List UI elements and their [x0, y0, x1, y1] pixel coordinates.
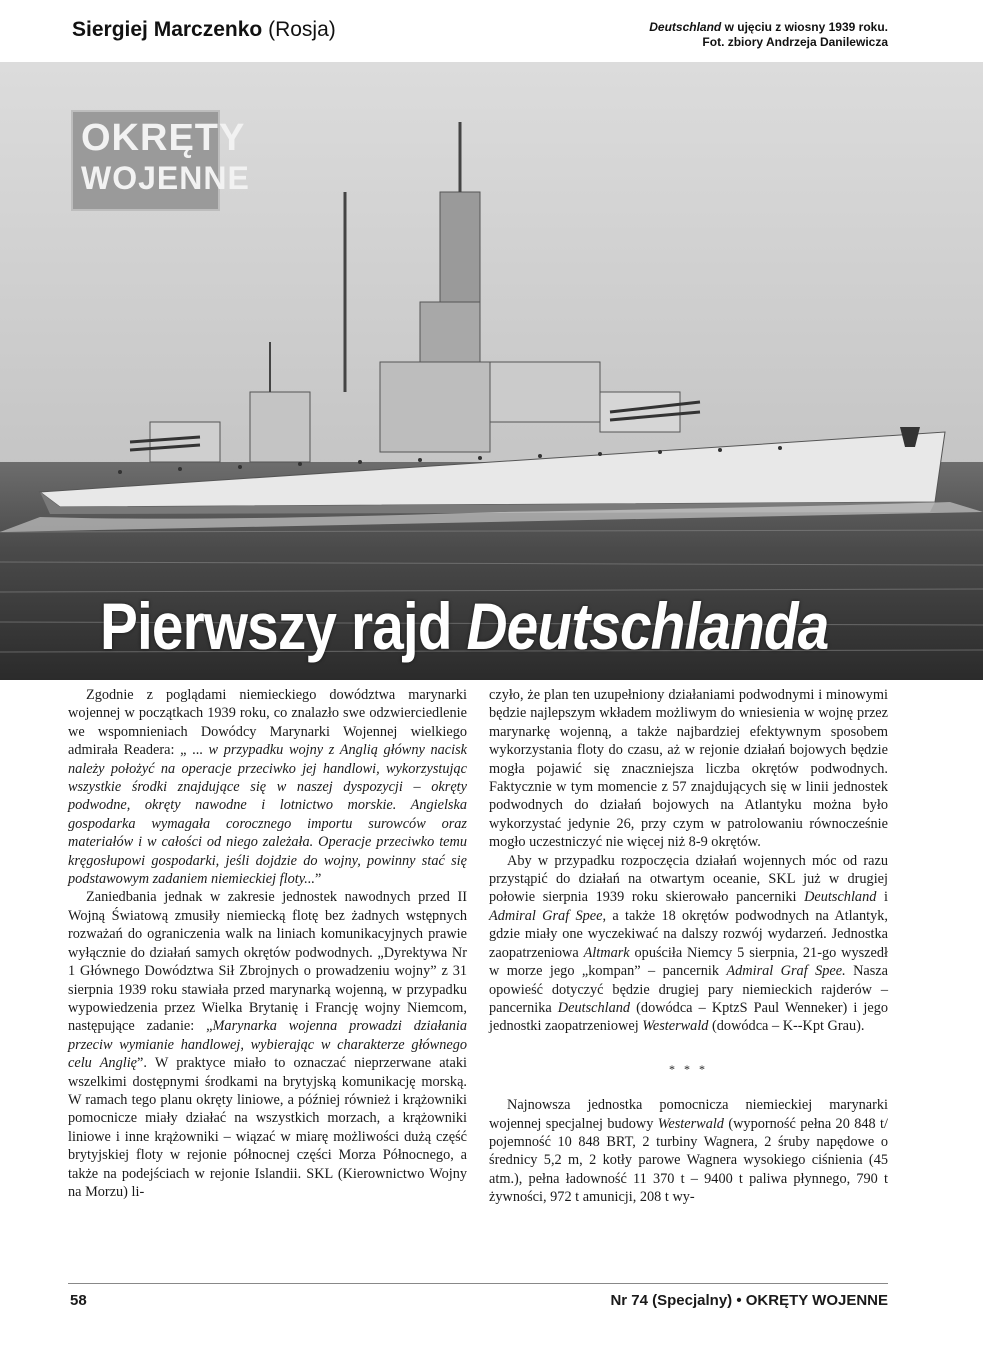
ship-name: Admiral Graf Spee — [489, 907, 603, 924]
photo-credit — [649, 20, 888, 50]
text-span: (wyporność pełna 20 848 t/ pojemność 10 848 BRT, 2 turbiny Wagnera, 2 śruby napędowe o średnicy 5,2 m, 2 kotły parowe Wagnera wysokiego ciśnienia (45 atm.), pełna ładowność 11 370 t – 9400 t paliwa płynnego, 790 t żywności, 972 t amunicji, 208 t wy- — [489, 1115, 888, 1206]
text-span: (dowódca – KptzS Paul Wenneker) i jego jednostki zaopatrzeniowej — [489, 999, 888, 1035]
text-span: ”. W praktyce miało to oznaczać nieprzerwane ataki wszelkimi dostępnymi środkami na brytyjską komunikację morską. W ramach tego planu okręty liniowe, a później również i krążowniki pomocnicze miały działać na wszystkich morzach, a krążowniki liniowe i inne krążowniki – wiązać w miarę możliwości dużą część brytyjskiej floty w rejonie północnej części Morza Północnego, a także na podejściach w rejonie Islandii. SKL (Kierownictwo Wojny na Morzu) li- — [68, 1055, 467, 1200]
logo-line2: WOJENNE — [81, 160, 250, 196]
text-span: Zaniedbania jednak w zakresie jednostek nawodnych przed II Wojną Światową zmusiły niemiecką flotę bez żadnych wstępnych rozważań do ograniczenia walk na liniach komunikacyjnych prawie wyłącznie do działań samych okrętów podwodnych. „Dyrektywa Nr 1 Głównego Dowództwa Sił Zbrojnych o prowadzeniu wojny” z 31 sierpnia 1939 roku stawiała przed marynarką wojenną, w przypadku wypowiedzenia przez Wielka Brytanię i Francję wojny Niemcom, następujące zadanie: „ — [68, 889, 467, 1035]
author-country: (Rosja) — [268, 18, 336, 41]
text-span: Nasza opowieść dotyczyć będzie drugiej pary niemieckich rajderów – pancernika — [489, 963, 888, 1016]
logo-line1: OKRĘTY — [81, 117, 246, 159]
photo-credit-line2: Fot. zbiory Andrzeja Danilewicza — [702, 35, 888, 49]
section-separator: * * * — [669, 1061, 708, 1076]
magazine-logo — [71, 110, 250, 211]
text-span: Zgodnie z poglądami niemieckiego dowództwa marynarki wojennej w początkach 1939 roku, co znalazło swe odzwierciedlenie we wspomnieniach Dowódcy Marynarki Wojennej wielkiego admirała Readera: „ ... — [68, 687, 467, 759]
photo-credit-line1-text: w ujęciu z wiosny 1939 roku. — [721, 20, 888, 34]
photo-credit-line1 — [649, 20, 888, 35]
article-title — [100, 588, 828, 664]
ship-name: Admiral Graf Spee. — [726, 963, 846, 980]
paragraph — [68, 686, 467, 888]
text-span: ” — [314, 871, 322, 888]
ship-name: Deutschland — [804, 889, 877, 906]
text-span: Aby w przypadku rozpoczęcia działań wojennych móc od razu przystąpić do działań na otwartym oceanie, SKL już w drugiej połowie sierpnia 1939 roku skierowało pancerniki — [489, 852, 888, 906]
magazine-issue: Nr 74 (Specjalny) • OKRĘTY WOJENNE — [610, 1292, 888, 1309]
text-span: opuściła Niemcy 5 sierpnia, 21-go wyszedł w morze jego „kompan” – pancernik — [489, 944, 888, 980]
author-name: Siergiej Marczenko — [72, 18, 263, 41]
photo-credit-ship: Deutschland — [649, 20, 722, 34]
author-line — [72, 18, 336, 42]
text-span: i — [876, 889, 888, 906]
text-column-right — [489, 686, 888, 1207]
text-span: , a także 18 okrętów podwodnych na Atlantyk, gdzie miały one wyczekiwać na dalszy rozwój wydarzeń. Jednostka zaopatrzeniowa — [489, 907, 888, 961]
ship-name: Westerwald — [657, 1115, 724, 1132]
ship-name: Deutschland — [557, 999, 631, 1016]
text-span: (dowódca – K--Kpt Grau). — [708, 1018, 865, 1035]
ship-name: Altmark — [583, 944, 630, 961]
paragraph — [68, 888, 467, 1201]
paragraph — [489, 1096, 888, 1206]
paragraph — [489, 852, 888, 1036]
text-span: Najnowsza jednostka pomocnicza niemieckiej marynarki wojennej specjalnej budowy — [489, 1097, 888, 1132]
quote-italic: Marynarka wojenna prowadzi działania przeciw wymianie handlowej, wybierając w charakterze głównego celu Anglię — [68, 1018, 467, 1072]
paragraph: czyło, że plan ten uzupełniony działaniami podwodnymi i minowymi będzie najlepszym wkładem możliwym do wniesienia w wojnę przez marynarkę wojenną, a także najbardziej efektywnym sposobem wykorzystania floty do czasu, aż w rejonie działań bojowych będzie mogła pojawić się znaczniejsza liczba okrętów podwodnych. Faktycznie w tym momencie z 57 znajdujących się w linii jednostek podwodnych do działań bojowych na Atlantyku można było wykorzystać jedynie 26, przy czym w patrolowaniu równocześnie mogło uczestniczyć nie więcej niż 8-9 okrętów. — [489, 687, 888, 851]
footer-divider — [68, 1283, 888, 1284]
quote-italic: w przypadku wojny z Anglią główny nacisk należy położyć na operacje przeciwko jej handlowi, wykorzystując wszystkie środki znajdujące się w naszej dyspozycji – okręty podwodne, okręty nawodne i lotnictwo morskie. Angielska gospodarka wymagała corocznego importu surowców oraz materiałów i w całości od niego zależała. Operacje przeciwko temu kręgosłupowi gospodarki, jeśli dojdzie do wojny, powinny stać się podstawowym zadaniem niemieckiej floty... — [68, 742, 467, 888]
article-title-plain: Pierwszy rajd — [100, 589, 467, 663]
ship-name: Westerwald — [642, 1018, 709, 1035]
page-number: 58 — [70, 1292, 87, 1309]
article-title-italic: Deutschlanda — [466, 589, 829, 663]
text-column-left — [68, 686, 467, 1201]
